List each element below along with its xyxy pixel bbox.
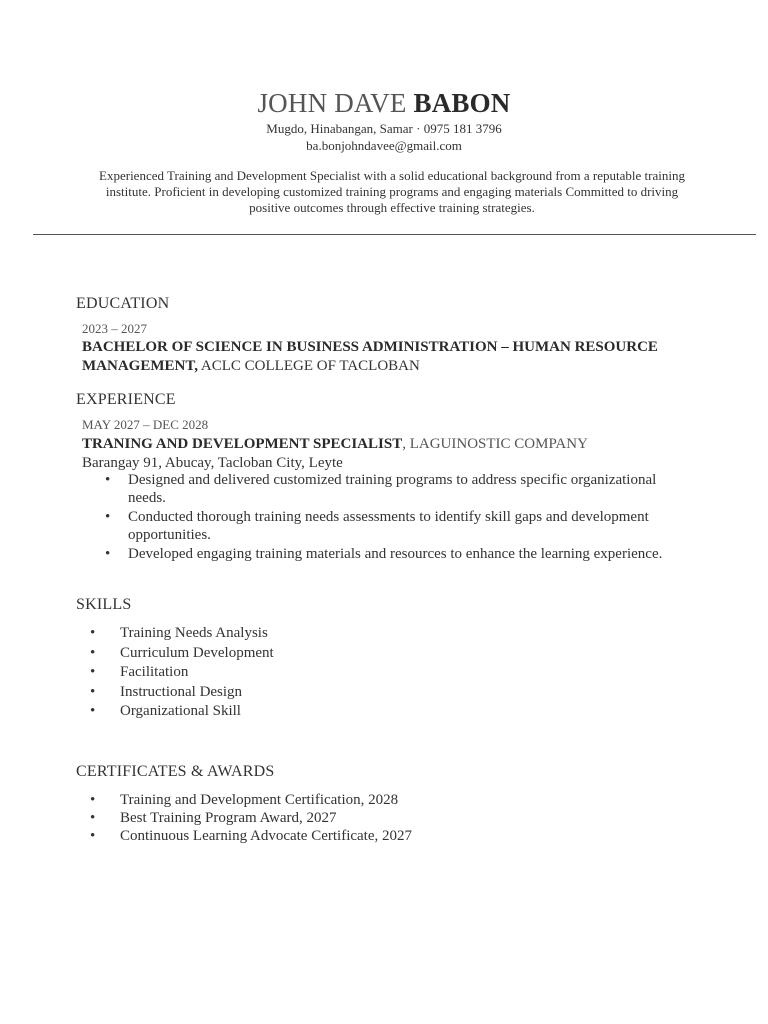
skill-text: Organizational Skill <box>120 703 241 720</box>
certificate-text: Best Training Program Award, 2027 <box>120 810 337 826</box>
certificate-text: Training and Development Certification, 2028 <box>120 792 399 808</box>
resume-header <box>0 86 768 154</box>
education-dates: 2023 – 2027 <box>82 321 147 336</box>
skill-text: Curriculum Development <box>120 644 274 661</box>
list-item <box>90 827 412 845</box>
list-item <box>90 702 274 722</box>
degree-line-2 <box>82 357 420 375</box>
bullet-text: Designed and delivered customized training programs to address specific organizational needs. <box>128 472 657 506</box>
bullet-icon: • <box>90 792 96 808</box>
bullet-icon: • <box>90 683 96 700</box>
degree-major: MANAGEMENT, <box>82 358 198 374</box>
email: ba.bonjohndavee@gmail.com <box>306 138 462 153</box>
job-title-line <box>82 435 588 453</box>
bullet-icon: • <box>90 810 96 826</box>
list-item <box>90 624 274 644</box>
bullet-icon: • <box>90 703 96 720</box>
skill-text: Facilitation <box>120 664 189 681</box>
address-phone: Mugdo, Hinabangan, Samar · 0975 181 3796 <box>266 121 502 136</box>
degree-line-1: BACHELOR OF SCIENCE IN BUSINESS ADMINISTRATION – HUMAN RESOURCE <box>82 339 658 355</box>
school-name: ACLC COLLEGE OF TACLOBAN <box>200 358 420 374</box>
education-heading: EDUCATION <box>76 295 170 312</box>
experience-dates: MAY 2027 – DEC 2028 <box>82 417 209 432</box>
bullet-icon: • <box>105 509 111 525</box>
job-role: TRANING AND DEVELOPMENT SPECIALIST <box>82 436 403 452</box>
experience-heading: EXPERIENCE <box>76 391 176 408</box>
professional-summary: Experienced Training and Development Specialist with a solid educational background from a reputable training institute. Proficient in developing customized training programs and engaging materials Committed to driving positive outcomes through effective training strategies. <box>99 168 685 215</box>
list-item <box>90 644 274 664</box>
first-name: JOHN DAVE <box>257 88 407 118</box>
list-item <box>90 791 412 809</box>
skill-text: Training Needs Analysis <box>120 625 268 641</box>
list-item <box>90 683 274 703</box>
bullet-icon: • <box>90 644 96 661</box>
list-item <box>90 663 274 683</box>
experience-bullets <box>82 471 692 564</box>
company-name: , LAGUINOSTIC COMPANY <box>402 436 588 452</box>
list-item <box>82 508 692 544</box>
certificates-heading: CERTIFICATES & AWARDS <box>76 763 275 780</box>
bullet-icon: • <box>90 625 96 641</box>
full-name <box>0 86 768 120</box>
job-location: Barangay 91, Abucay, Tacloban City, Leyte <box>82 455 343 471</box>
skills-heading: SKILLS <box>76 596 132 613</box>
last-name: BABON <box>413 88 511 118</box>
bullet-text: Conducted thorough training needs assessments to identify skill gaps and development opportunities. <box>128 509 649 543</box>
header-divider <box>33 234 756 235</box>
bullet-icon: • <box>105 546 111 562</box>
bullet-icon: • <box>90 664 96 681</box>
list-item <box>90 809 412 827</box>
list-item <box>82 471 692 507</box>
skill-text: Instructional Design <box>120 683 243 700</box>
bullet-icon: • <box>90 828 96 844</box>
certificate-text: Continuous Learning Advocate Certificate, 2027 <box>120 828 413 844</box>
bullet-icon: • <box>105 472 111 488</box>
skills-list <box>90 624 274 722</box>
certificates-list <box>90 791 412 845</box>
bullet-text: Developed engaging training materials and resources to enhance the learning experience. <box>128 546 663 562</box>
list-item <box>82 545 692 563</box>
